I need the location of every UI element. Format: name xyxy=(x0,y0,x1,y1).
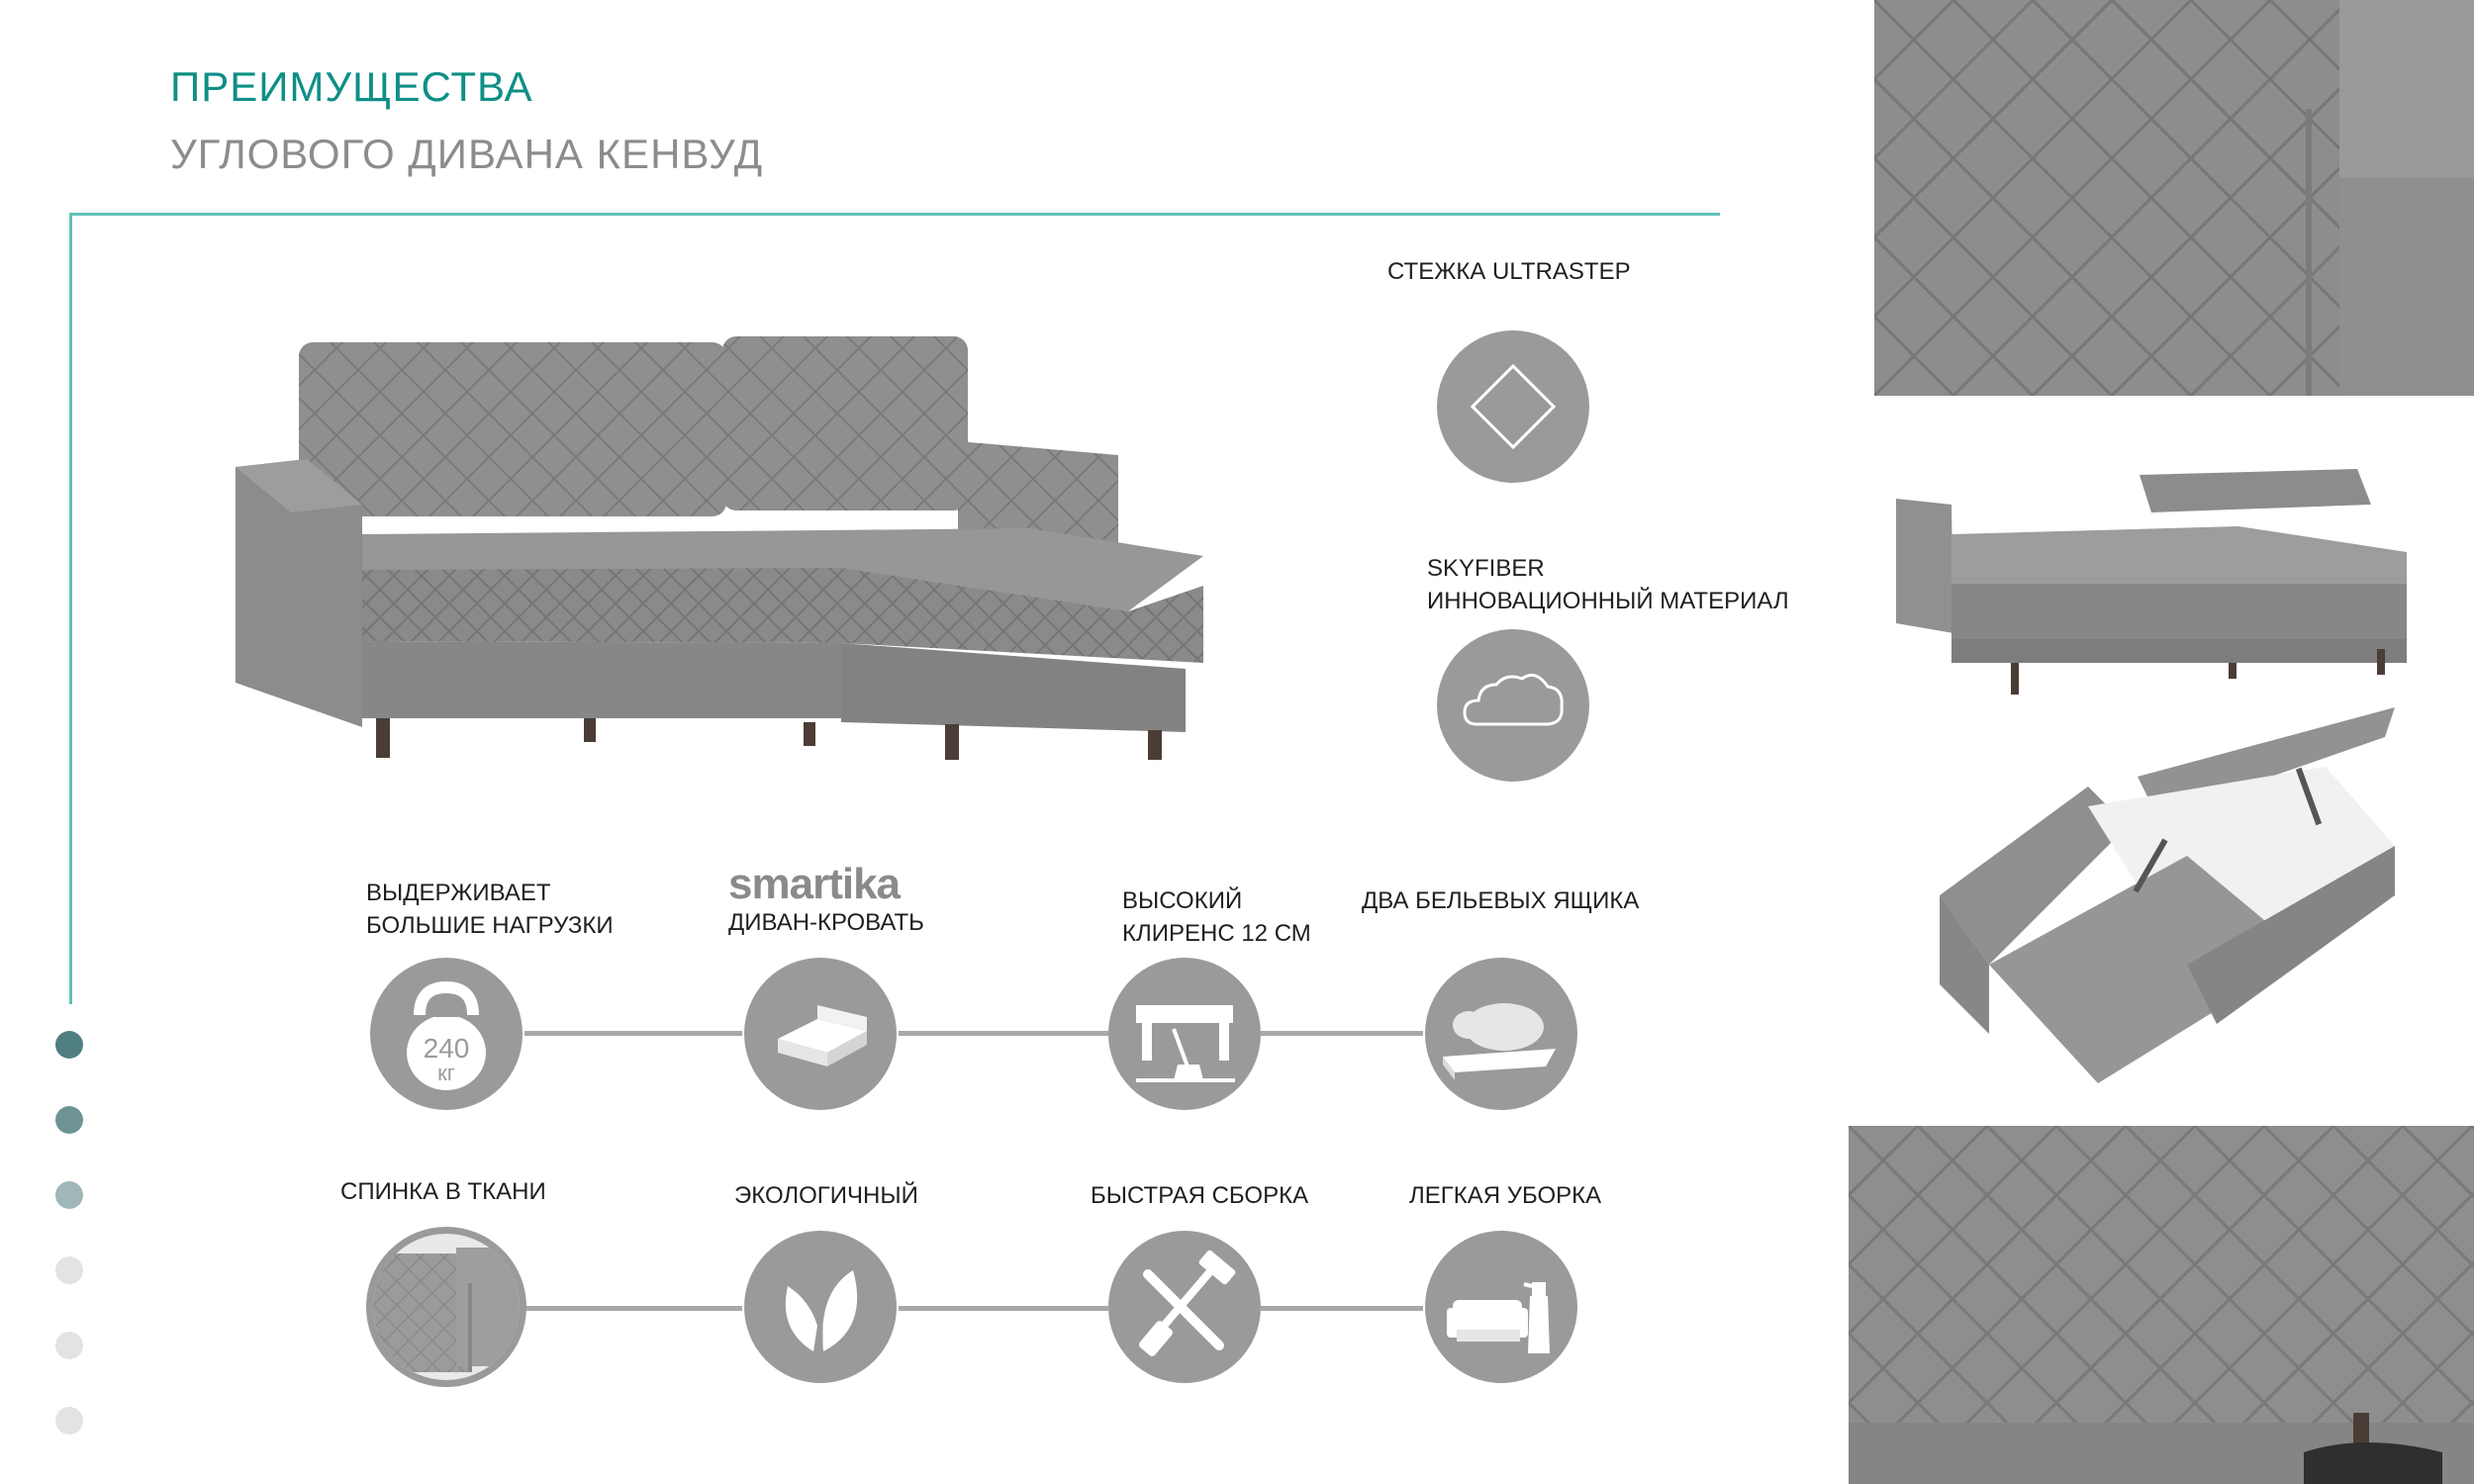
hippo-box-icon xyxy=(1425,958,1577,1110)
divider-horizontal xyxy=(69,213,1720,216)
feature-skyfiber-label xyxy=(1427,552,1789,617)
kettlebell-weight-unit: кг xyxy=(437,1061,455,1085)
feature-boxes-label: ДВА БЕЛЬЕВЫХ ЯЩИКА xyxy=(1362,887,1640,914)
feature-load-label xyxy=(366,877,614,942)
connector-line xyxy=(1261,1031,1423,1036)
feature-cleaning-label: ЛЕГКАЯ УБОРКА xyxy=(1409,1182,1602,1209)
leaf-icon xyxy=(744,1231,897,1383)
feature-smartika-label xyxy=(728,860,924,939)
page-subtitle: УГЛОВОГО ДИВАНА КЕНВУД xyxy=(170,131,764,177)
divider-vertical xyxy=(69,213,72,1004)
pagination-dot-2[interactable] xyxy=(55,1106,83,1134)
sofa-spray-icon xyxy=(1425,1231,1577,1383)
connector-line xyxy=(524,1306,742,1311)
pagination-dot-3[interactable] xyxy=(55,1181,83,1209)
smartika-logo: smartika xyxy=(728,860,901,908)
hammer-screwdriver-icon xyxy=(1108,1231,1261,1383)
kettlebell-weight-value: 240 xyxy=(423,1033,470,1064)
feature-clearance-line2: КЛИРЕНС 12 СМ xyxy=(1122,920,1311,947)
pagination-dot-5[interactable] xyxy=(55,1332,83,1359)
feature-skyfiber-desc: ИННОВАЦИОННЫЙ МАТЕРИАЛ xyxy=(1427,588,1789,614)
feature-sofabed-line1: ДИВАН-КРОВАТЬ xyxy=(728,909,924,936)
photo-storage-boxes xyxy=(1930,707,2395,1113)
feature-assembly-label: БЫСТРАЯ СБОРКА xyxy=(1091,1182,1309,1209)
pagination-dot-1[interactable] xyxy=(55,1031,83,1059)
photo-stitch-closeup xyxy=(1874,0,2474,396)
page-title: ПРЕИМУЩЕСТВА xyxy=(170,63,533,110)
feature-load-line2: БОЛЬШИЕ НАГРУЗКИ xyxy=(366,912,614,939)
sofa-main-image xyxy=(228,326,1207,762)
feature-skyfiber-title: SKYFIBER xyxy=(1427,555,1545,582)
feature-clearance-label xyxy=(1122,884,1311,950)
photo-clearance-closeup xyxy=(1849,1126,2474,1484)
feature-back-label: СПИНКА В ТКАНИ xyxy=(340,1178,546,1205)
feature-eco-label: ЭКОЛОГИЧНЫЙ xyxy=(734,1182,918,1209)
clearance-broom-icon xyxy=(1108,958,1261,1110)
photo-sofa-unfolded xyxy=(1892,465,2417,712)
pagination-dot-6[interactable] xyxy=(55,1407,83,1435)
bed-icon xyxy=(744,958,897,1110)
connector-line xyxy=(1261,1306,1423,1311)
cloud-icon xyxy=(1437,629,1589,782)
pagination-dot-4[interactable] xyxy=(55,1256,83,1284)
feature-load-line1: ВЫДЕРЖИВАЕТ xyxy=(366,880,551,906)
connector-line xyxy=(899,1031,1108,1036)
feature-clearance-line1: ВЫСОКИЙ xyxy=(1122,887,1243,914)
connector-line xyxy=(524,1031,742,1036)
kettlebell-icon xyxy=(370,958,523,1110)
diamond-stitch-icon xyxy=(1437,330,1589,483)
sofa-back-photo-icon xyxy=(366,1227,526,1387)
feature-ultrastep-label: СТЕЖКА ULTRASTEP xyxy=(1387,258,1631,285)
connector-line xyxy=(899,1306,1108,1311)
